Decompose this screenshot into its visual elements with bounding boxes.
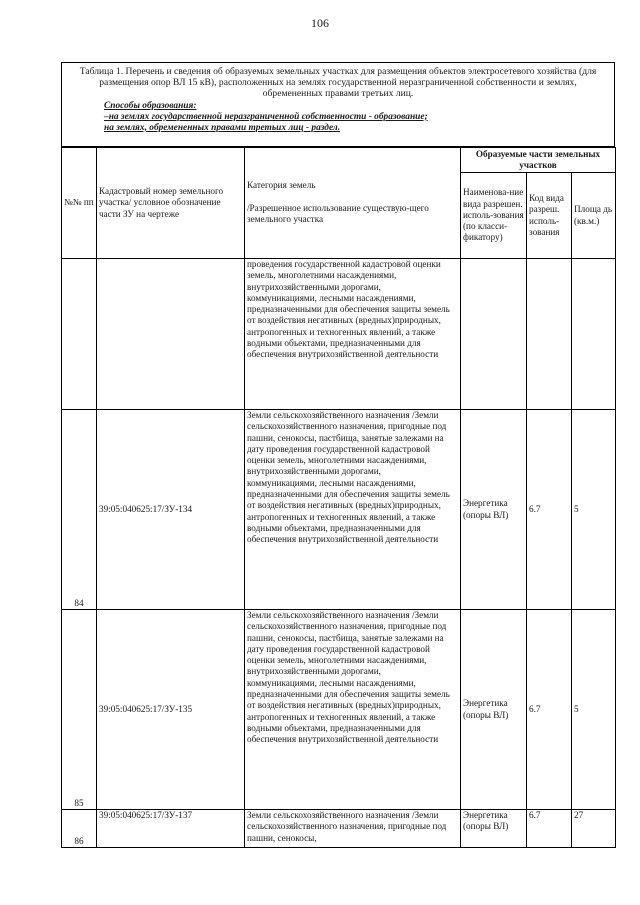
formation-methods (62, 101, 614, 134)
cell-cadastral: 39:05:040625:17/ЗУ-137 (97, 810, 245, 848)
table-row-continuation (62, 259, 616, 410)
cell-empty (62, 259, 97, 410)
cell-use-code: 6.7 (527, 810, 572, 848)
method-item-1: –на землях государственной неразграниченной собственности - образование; (104, 111, 428, 122)
page-number: 106 (311, 16, 329, 30)
cell-empty (572, 259, 616, 410)
header-area: Площа дь (кв.м.) (572, 173, 616, 259)
cell-empty (461, 259, 527, 410)
header-cadastral: Кадастровый номер земельного участка/ условное обозначение части ЗУ на чертеже (97, 148, 245, 259)
cell-category: Земли сельскохозяйственного назначения /Земли сельскохозяйственного назначения, пригодные под пашни, сенокосы, пастбища, занятые залежами на дату проведения государственной кадастровой оценки земель, многолетними насаждениями, внутрихозяйственными дорогами, коммуникациями, лесными насаждениями, предназначенными для обеспечения защиты земель от воздействия негативных (вредных)природных, антропогенных и техногенных явлений, а также водными объектами, предназначенными для обеспечения внутрихозяйственной деятельности (245, 610, 461, 810)
cell-area: 5 (572, 610, 616, 810)
cell-use-code: 6.7 (527, 410, 572, 610)
cell-use-code: 6.7 (527, 610, 572, 810)
cell-cadastral: 39:05:040625:17/ЗУ-134 (97, 410, 245, 610)
header-category: Категория земель /Разрешенное использование существую-щего земельного участка (245, 148, 461, 259)
cell-row-number: 84 (62, 410, 97, 610)
cell-use-name: Энергетика (опоры ВЛ) (461, 410, 527, 610)
cell-category: Земли сельскохозяйственного назначения /Земли сельскохозяйственного назначения, пригодные под пашни, сенокосы, (245, 810, 461, 848)
cell-row-number: 86 (62, 810, 97, 848)
table-row (62, 410, 616, 610)
table-row (62, 810, 616, 848)
header-num: №№ пп (62, 148, 97, 259)
methods-label: Способы образования: (104, 100, 197, 111)
cell-area: 27 (572, 810, 616, 848)
cell-cadastral: 39:05:040625:17/ЗУ-135 (97, 610, 245, 810)
cell-area: 5 (572, 410, 616, 610)
header-use-code: Код вида разреш. исполь-зования (527, 173, 572, 259)
cell-category: Земли сельскохозяйственного назначения /Земли сельскохозяйственного назначения, пригодные под пашни, сенокосы, пастбища, занятые залежами на дату проведения государственной кадастровой оценки земель, многолетними насаждениями, внутрихозяйственными дорогами, коммуникациями, лесными насаждениями, предназначенными для обеспечения защиты земель от воздействия негативных (вредных)природных, антропогенных и техногенных явлений, а также водными объектами, предназначенными для обеспечения внутрихозяйственной деятельности (245, 410, 461, 610)
land-plots-table (61, 147, 616, 848)
method-item-2: на землях, обремененных правами третьих лиц - раздел. (104, 122, 341, 133)
table-caption-box (61, 62, 615, 147)
header-use-name: Наименова-ние вида разрешен. исполь-зования (по класси-фикатору) (461, 173, 527, 259)
header-formed-parts: Образуемые части земельных участков (461, 148, 616, 173)
cell-empty (97, 259, 245, 410)
table-title: Таблица 1. Перечень и сведения об образуемых земельных участках для размещения объектов электросетевого хозяйства (для размещения опор ВЛ 15 кВ), расположенных на землях государственной неразграниченной собственности и землях, обремененных правами третьих лиц. (79, 66, 597, 100)
cell-use-name: Энергетика (опоры ВЛ) (461, 810, 527, 848)
cell-row-number: 85 (62, 610, 97, 810)
cell-category-continued: проведения государственной кадастровой оценки земель, многолетними насаждениями, внутрихозяйственными дорогами, коммуникациями, лесными насаждениями, предназначенными для обеспечения защиты земель от воздействия негативных (вредных)природных, антропогенных и техногенных явлений, а также водными объектами, предназначенными для обеспечения внутрихозяйственной деятельности (245, 259, 461, 410)
cell-empty (527, 259, 572, 410)
cell-use-name: Энергетика (опоры ВЛ) (461, 610, 527, 810)
table-row (62, 610, 616, 810)
